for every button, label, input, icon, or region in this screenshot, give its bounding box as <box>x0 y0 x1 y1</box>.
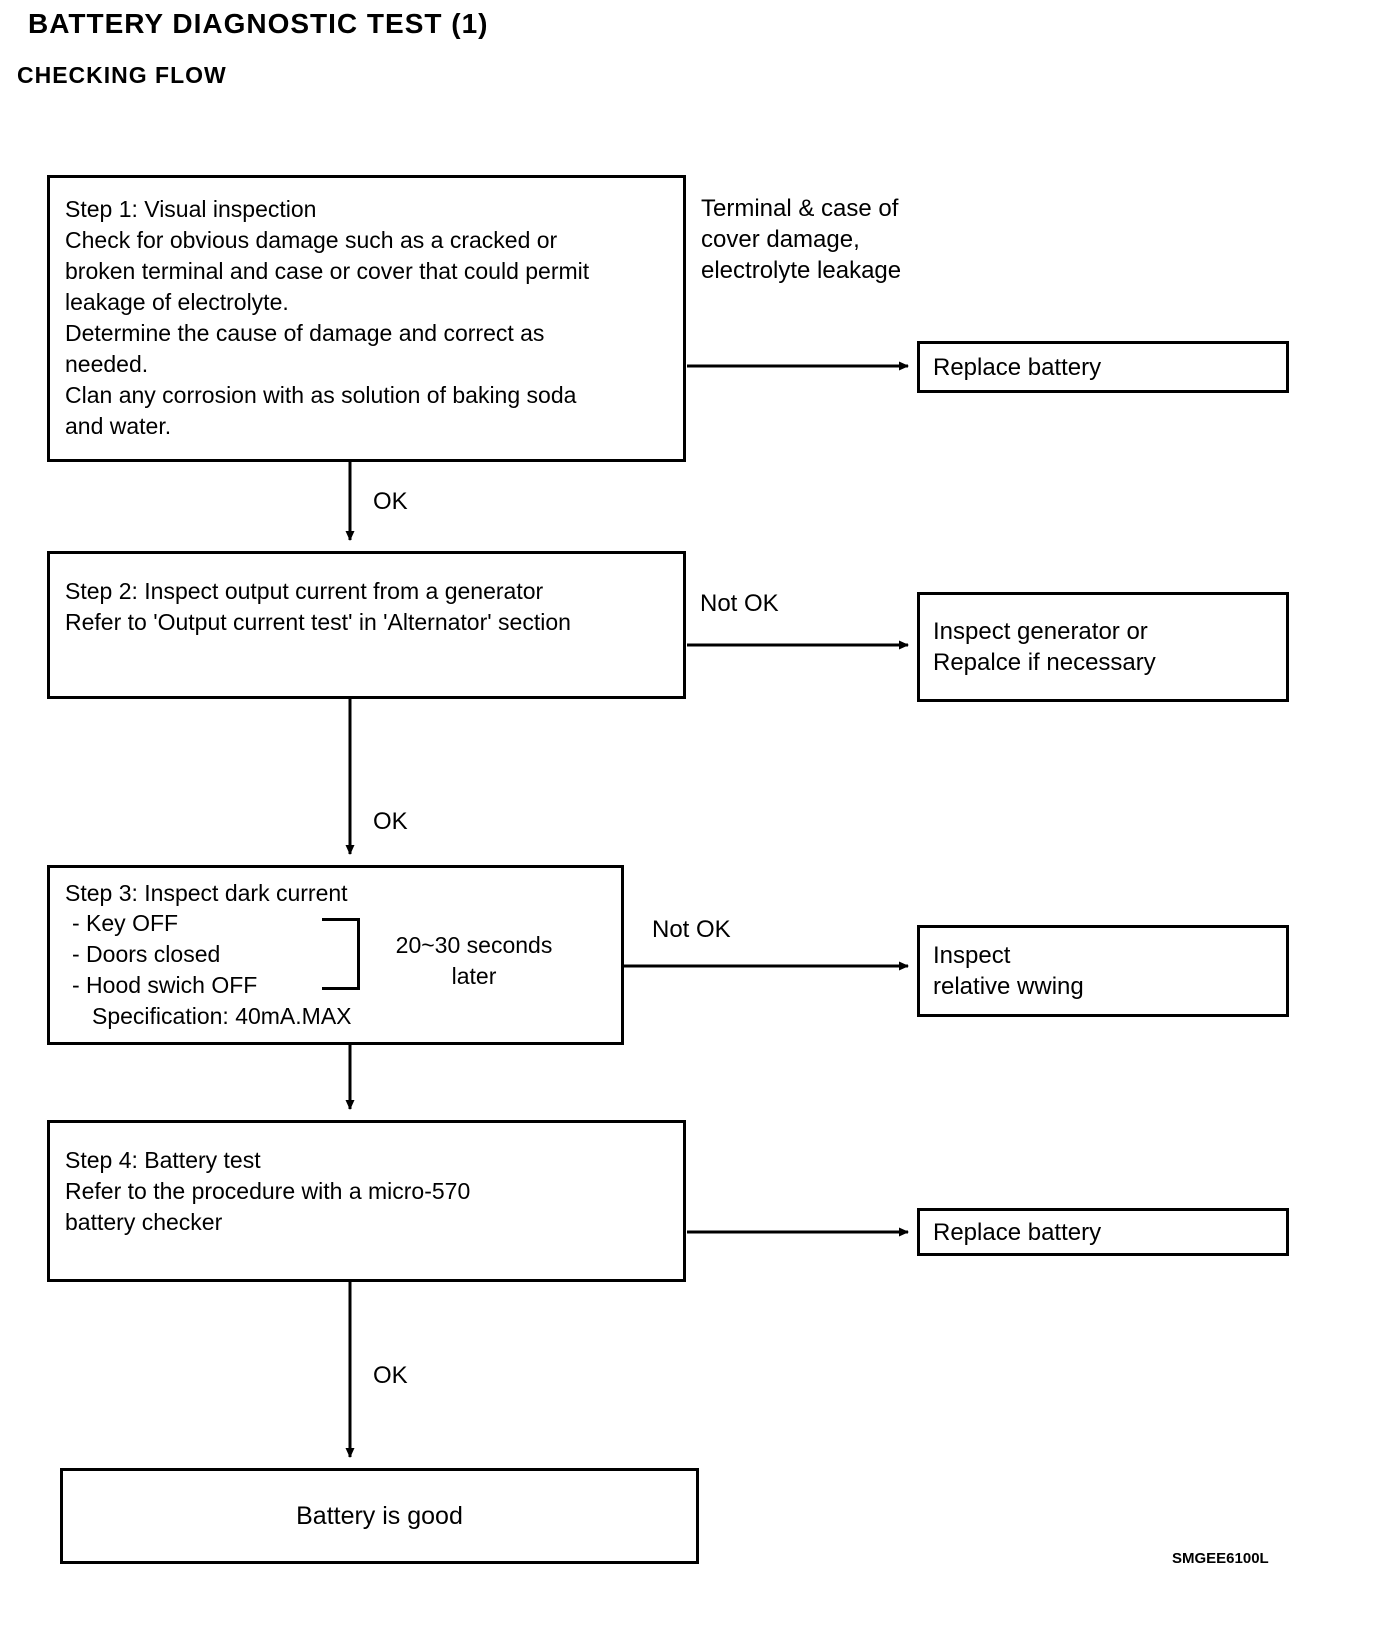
replace-battery-label-2: Replace battery <box>933 1218 1102 1246</box>
bracket-shape <box>322 918 360 990</box>
step4-text: Step 4: Battery test Refer to the procedure with a micro-570 battery checker <box>65 1147 471 1235</box>
step4-box <box>47 1120 686 1282</box>
step3-specification: Specification: 40mA.MAX <box>92 1003 352 1029</box>
result-label: Battery is good <box>296 1501 463 1530</box>
ok-label-3: OK <box>373 1362 408 1389</box>
not-ok-label-2: Not OK <box>652 916 731 943</box>
step1-box <box>47 175 686 462</box>
inspect-generator-box: Inspect generator or Repalce if necessary <box>917 592 1289 702</box>
not-ok-label-1: Not OK <box>700 590 779 617</box>
step2-box <box>47 551 686 699</box>
step3-title: Step 3: Inspect dark current <box>65 880 348 906</box>
step1-text: Step 1: Visual inspection Check for obvious damage such as a cracked or broken terminal and case or cover that could permit leakage of electrolyte. Determine the cause of damage and correct as needed. Clan any corrosion with as solution of baking soda and water. <box>65 196 590 439</box>
replace-battery-box-2 <box>917 1208 1289 1256</box>
step2-text: Step 2: Inspect output current from a generator Refer to 'Output current test' in 'Alternator' section <box>65 578 571 635</box>
ok-label-2: OK <box>373 808 408 835</box>
step3-box <box>47 865 624 1045</box>
figure-code: SMGEE6100L <box>1172 1550 1269 1567</box>
replace-battery-label-1: Replace battery <box>933 353 1102 381</box>
result-box <box>60 1468 699 1564</box>
inspect-wiring-box: Inspect relative wwing <box>917 925 1289 1017</box>
replace-battery-box-1 <box>917 341 1289 393</box>
ok-label-1: OK <box>373 488 408 515</box>
step3-bracket-note: 20~30 seconds later <box>395 932 553 989</box>
step3-conditions: - Key OFF - Doors closed - Hood swich OFF <box>72 910 258 998</box>
page-title: BATTERY DIAGNOSTIC TEST (1) <box>28 8 489 39</box>
step1-side-note: Terminal & case of cover damage, electrolyte leakage <box>701 195 902 284</box>
page-subtitle: CHECKING FLOW <box>17 62 227 88</box>
